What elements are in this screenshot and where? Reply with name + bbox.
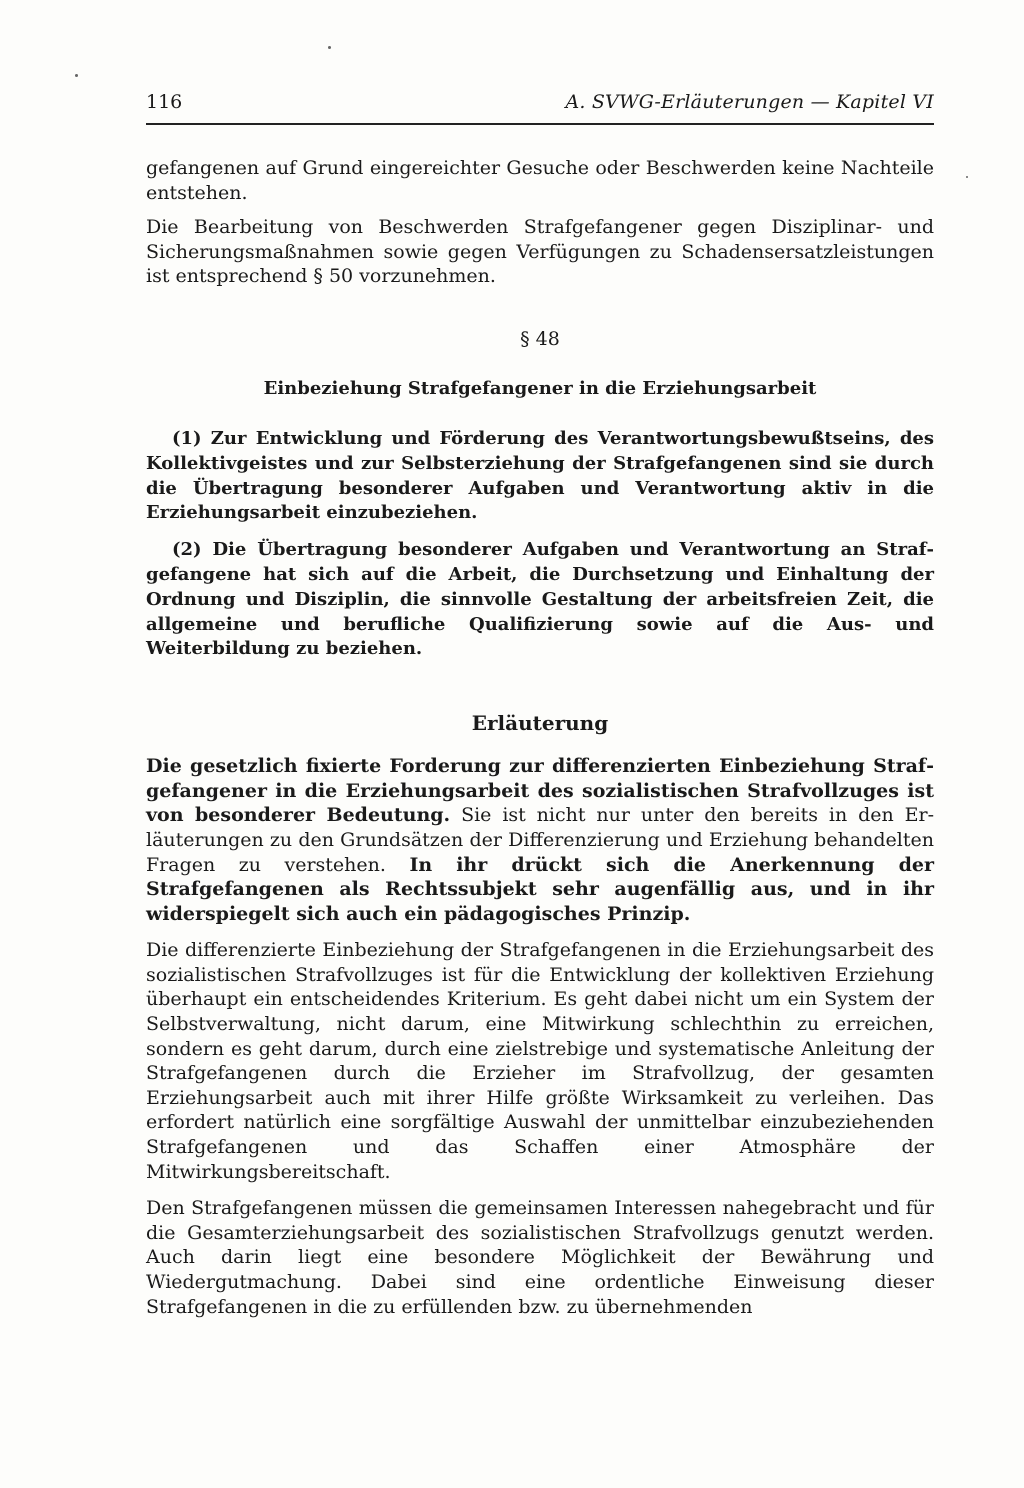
continuation-paragraph: gefangenen auf Grund eingereichter Gesuche oder Beschwerden keine Nachteile entstehen.: [146, 157, 934, 204]
header-rule: [146, 123, 934, 125]
commentary-paragraph-1: [146, 754, 934, 926]
continuation-paragraph: Die Bearbeitung von Beschwerden Strafgefangener gegen Disziplinar- und Sicherungsmaßnahmen sowie gegen Verfügungen zu Schadensersatzleistungen ist entsprechend § 50 vorzunehmen.: [146, 216, 934, 288]
page-header: [146, 87, 934, 117]
section-title: Einbeziehung Strafgefangener in die Erziehungsarbeit: [263, 377, 817, 399]
page-body: [146, 156, 934, 1319]
emphasis-text: In ihr drückt sich die Anerkennung der Strafgefangenen als Rechtssubjekt sehr augenfällig aus, und in ihr widerspiegelt sich auch ein pädagogisches Prinzip.: [146, 853, 934, 925]
scan-speck: [328, 46, 331, 49]
scan-speck: [966, 176, 968, 178]
scan-speck: [75, 74, 78, 77]
body-text: Sie ist nicht nur unter den bereits in den Erläuterungen zu den Grundsätzen der Differenzierung und Erziehung behandelten Fragen zu verstehen.: [146, 804, 935, 876]
statute-paragraph-2: (2) Die Übertragung besonderer Aufgaben und Verantwortung an Strafgefangene hat sich auf die Arbeit, die Durchsetzung und Einhaltung der Ordnung und Disziplin, die sinnvolle Gestaltung der arbeitsfreien Zeit, die allgemeine und berufliche Qualifizierung sowie auf die Aus- und Weiterbildung zu beziehen.: [146, 539, 934, 660]
page-number: 116: [146, 91, 183, 113]
commentary-paragraph-3: Den Strafgefangenen müssen die gemeinsamen Interessen nahegebracht und für die Gesamterziehungsarbeit des sozialistischen Strafvollzugs genutzt werden. Auch darin liegt eine besondere Möglichkeit der Bewährung und Wiedergutmachung. Dabei sind eine ordentliche Einweisung dieser Strafgefangenen in die zu erfüllenden bzw. zu übernehmenden: [146, 1197, 934, 1318]
emphasis-text: Die gesetzlich fixierte Forderung zur differenzierten Einbeziehung Strafgefangener in die Erziehungsarbeit des sozialistischen Strafvollzuges ist von besonderer Bedeutung.: [146, 755, 934, 827]
running-title: A. SVWG-Erläuterungen — Kapitel VI: [565, 91, 934, 113]
section-number: § 48: [520, 327, 560, 350]
commentary-paragraph-2: Die differenzierte Einbeziehung der Strafgefangenen in die Erziehungsarbeit des sozialistischen Strafvollzuges ist für die Entwicklung der kollektiven Erziehung überhaupt ein entscheidendes Kriterium. Es geht dabei nicht um ein System der Selbstverwaltung, nicht darum, eine Mitwirkung schlechthin zu erreichen, sondern es geht darum, durch eine zielstrebige und systematische Anleitung der Strafgefangenen durch die Erzieher im Strafvollzug, der gesamten Erziehungsarbeit auch mit ihrer Hilfe größte Wirksamkeit zu verleihen. Das erfordert natürlich eine sorgfältige Auswahl der unmittelbar einzubeziehenden Strafgefangenen und das Schaffen einer Atmosphäre der Mitwirkungsbereitschaft.: [146, 939, 934, 1183]
statute-paragraph-1: (1) Zur Entwicklung und Förderung des Verantwortungsbewußtseins, des Kollektivgeistes und zur Selbsterziehung der Strafgefangenen sind sie durch die Übertragung besonderer Aufgaben und Verantwortung aktiv in die Erziehungsarbeit einzubeziehen.: [146, 427, 934, 524]
commentary-heading: Erläuterung: [471, 711, 609, 736]
